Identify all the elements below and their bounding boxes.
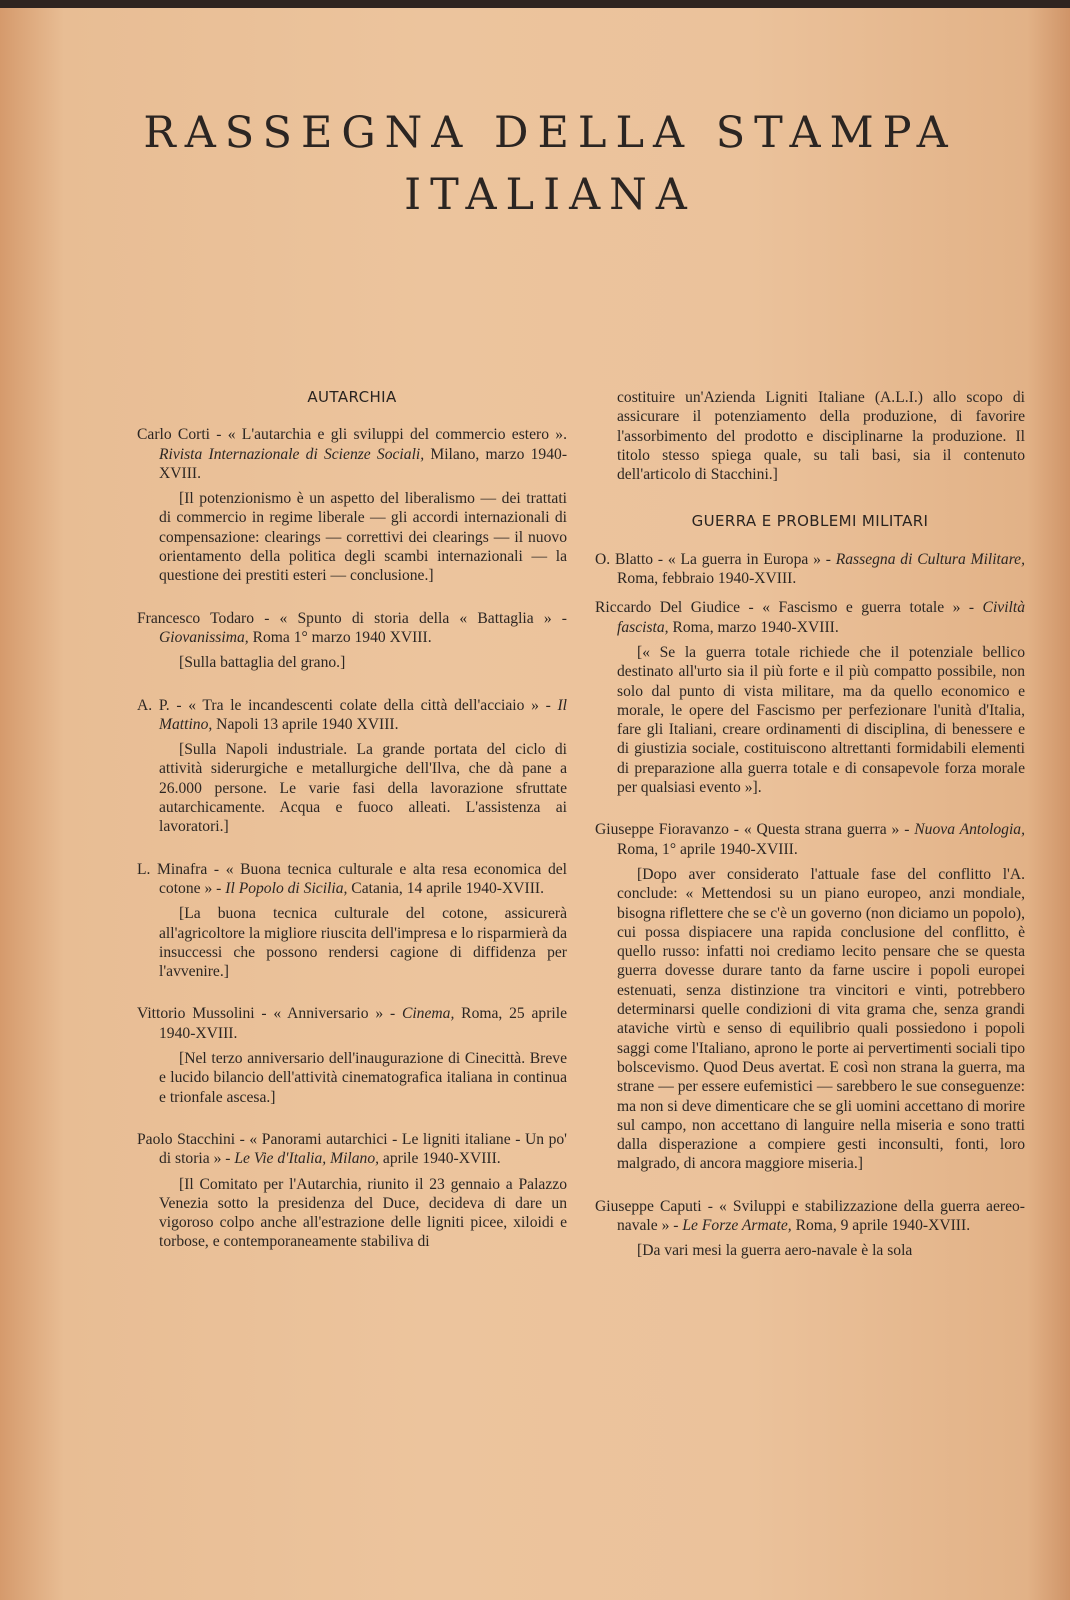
section-heading-guerra: GUERRA E PROBLEMI MILITARI bbox=[691, 512, 929, 531]
entry-date: Napoli 13 aprile 1940 XVIII. bbox=[212, 715, 399, 733]
entry-summary: [Dopo aver considerato l'attuale fase del conflitto l'A. conclude: « Mettendosi su un piano europeo, anzi mondiale, bisogna riflettere che se c'è un governo (non diciamo un popolo), cui possa dispiacere una rapida conclusione del conflitto, è quello russo: infatti noi crediamo lecito pensare che se questa guerra dovesse durare tanto da farne uscire i popoli europei estenuati, senza distinzione tra vincitori e vinti, potrebbero determinarsi quelle condizioni di vita grama che, senza grandi ataviche virtù e senso di equilibrio quali possiedono i popoli saggi come l'Italiano, aprono le porte ai pervertimenti sociali tipo bolscevismo. Quod Deus avertat. E così non strana la guerra, ma strane — per essere eufemistici — sarebbero le sue conseguenze: ma non si deve dimenticare che se gli uomini accettano di morire sul campo, non accettano di languire nella miseria e sono tratti dalla disperazione a compiere gesti inconsulti, fonti, loro malgrado, di ancora maggiore miseria.] bbox=[617, 865, 1025, 1173]
press-entry bbox=[595, 820, 1025, 1173]
press-entry bbox=[137, 609, 567, 673]
entry-publication: Il Mattino, bbox=[159, 696, 567, 733]
right-column bbox=[595, 388, 1025, 1271]
entry-reference bbox=[137, 609, 567, 648]
entry-reference bbox=[137, 1130, 567, 1169]
press-entry bbox=[595, 1197, 1025, 1261]
entry-date: Roma 1° marzo 1940 XVIII. bbox=[248, 628, 432, 646]
entry-reference bbox=[595, 550, 1025, 589]
press-entry bbox=[137, 696, 567, 837]
entry-date: Milano, marzo 1940-XVIII. bbox=[159, 445, 568, 482]
entry-author-title: L. Minafra - « Buona tecnica culturale e alta resa economica del cotone » - bbox=[137, 860, 567, 897]
entry-publication: Civiltà fascista, bbox=[617, 599, 1025, 636]
press-entry bbox=[595, 598, 1025, 797]
top-edge-shadow bbox=[0, 0, 1070, 8]
entry-author-title: Paolo Stacchini - « Panorami autarchici - Le ligniti italiane - Un po' di storia » - bbox=[137, 1130, 567, 1168]
entry-reference bbox=[137, 860, 567, 899]
entry-date: Roma, febbraio 1940-XVIII. bbox=[617, 570, 797, 588]
entry-author-title: O. Blatto - « La guerra in Europa » - bbox=[595, 550, 836, 568]
entry-reference bbox=[137, 1004, 567, 1043]
press-entry bbox=[137, 1130, 567, 1252]
entry-date: Roma, 9 aprile 1940-XVIII. bbox=[791, 1216, 971, 1234]
entry-summary: [Sulla Napoli industriale. La grande portata del ciclo di attività siderurgiche e metallurgiche dell'Ilva, che dà pane a 26.000 persone. Le varie fasi della lavorazione sfruttate autarchicamente. Acqua e fuoco alleati. L'assistenza ai lavoratori.] bbox=[159, 741, 567, 836]
entry-author-title: A. P. - « Tra le incandescenti colate della città dell'acciaio » - bbox=[137, 696, 558, 714]
entry-author-title: Vittorio Mussolini - « Anniversario » - bbox=[137, 1005, 402, 1023]
entry-date: aprile 1940-XVIII. bbox=[379, 1150, 501, 1168]
continued-summary: costituire un'Azienda Ligniti Italiane (A.L.I.) allo scopo di assicurare il potenziamento della produzione, di favorire l'assorbimento del prodotto e disciplinarne la produzione. Il titolo stesso spiega quale, su tali basi, sia il contenuto dell'articolo di Stacchini.] bbox=[617, 389, 1025, 484]
entry-publication: Rassegna di Cultura Militare, bbox=[835, 550, 1025, 568]
press-entry bbox=[137, 425, 567, 585]
entry-summary: [Nel terzo anniversario dell'inaugurazione di Cinecittà. Breve e lucido bilancio dell'attività cinematografica italiana in continua e trionfale ascesa.] bbox=[159, 1050, 567, 1106]
entry-publication: Le Forze Armate, bbox=[682, 1216, 792, 1234]
entry-date: Catania, 14 aprile 1940-XVIII. bbox=[347, 879, 544, 897]
entry-author-title: Carlo Corti - « L'autarchia e gli sviluppi del commercio estero ». bbox=[137, 426, 567, 444]
press-entry bbox=[137, 860, 567, 982]
entry-reference bbox=[137, 425, 567, 483]
entry-publication: Il Popolo di Sicilia, bbox=[225, 879, 348, 897]
entry-summary: [« Se la guerra totale richiede che il potenziale bellico destinato all'urto sia il più forte e il più compatto possibile, non solo dal punto di vista militare, ma da quello economico e morale, le opere del Fascismo per perfezionare l'unità d'Italia, fare gli Italiani, creare ordinamenti di disciplina, di benessere e di giustizia sociale, costituiscono altrettanti formidabili elementi di preparazione alla guerra totale e di consapevole forza morale per qualsiasi evento »]. bbox=[617, 643, 1025, 797]
entry-author-title: Riccardo Del Giudice - « Fascismo e guerra totale » - bbox=[595, 599, 983, 617]
entry-summary: [Il potenzionismo è un aspetto del liberalismo — dei trattati di commercio in regime liberale — gli accordi internazionali di compensazione: clearings — correttivi dei clearings — il nuovo orientamento della politica degli scambi internazionali — la questione dei prestiti esteri — conclusione.] bbox=[159, 490, 567, 585]
entry-publication: Le Vie d'Italia, Milano, bbox=[234, 1150, 380, 1168]
page-title-line2: ITALIANA bbox=[404, 170, 696, 220]
entry-summary: [Il Comitato per l'Autarchia, riunito il 23 gennaio a Palazzo Venezia sotto la presidenza del Duce, decideva di dare un vigoroso colpo anche all'estrazione delle ligniti picee, xiloidi e torbose, e contemporaneamente stabiliva di bbox=[159, 1175, 567, 1251]
entry-publication: Giovanissima, bbox=[159, 628, 249, 646]
press-entry bbox=[137, 1004, 567, 1106]
entry-author-title: Francesco Todaro - « Spunto di storia della « Battaglia » - bbox=[137, 609, 567, 627]
entry-reference bbox=[595, 820, 1025, 859]
entry-publication: Rivista Internazionale di Scienze Sociali, bbox=[159, 445, 425, 463]
entry-summary: [Sulla battaglia del grano.] bbox=[179, 654, 346, 672]
entry-reference bbox=[137, 696, 567, 735]
entry-author-title: Giuseppe Caputi - « Sviluppi e stabilizzazione della guerra aereo-navale » - bbox=[595, 1197, 1025, 1234]
page-title-line1: RASSEGNA DELLA STAMPA bbox=[143, 108, 957, 158]
entry-summary: [Da vari mesi la guerra aero-navale è la sola bbox=[637, 1242, 913, 1260]
entry-publication: Cinema, bbox=[401, 1005, 455, 1023]
entry-date: Roma, 25 aprile 1940-XVIII. bbox=[159, 1005, 568, 1042]
entry-reference bbox=[595, 1197, 1025, 1236]
entry-author-title: Giuseppe Fioravanzo - « Questa strana guerra » - bbox=[595, 821, 915, 839]
entry-date: Roma, 1° aprile 1940-XVIII. bbox=[617, 840, 798, 858]
entry-reference bbox=[595, 598, 1025, 637]
entry-date: Roma, marzo 1940-XVIII. bbox=[668, 618, 839, 636]
entry-publication: Nuova Antologia, bbox=[914, 821, 1025, 839]
left-column bbox=[137, 388, 567, 1262]
section-heading-autarchia: AUTARCHIA bbox=[307, 388, 397, 406]
press-entry bbox=[595, 550, 1025, 589]
entry-summary: [La buona tecnica culturale del cotone, assicurerà all'agricoltore la migliore riuscita dell'impresa e lo risparmierà da insuccessi che possono rendersi cagione di diffidenza per l'avvenire.] bbox=[159, 905, 567, 981]
